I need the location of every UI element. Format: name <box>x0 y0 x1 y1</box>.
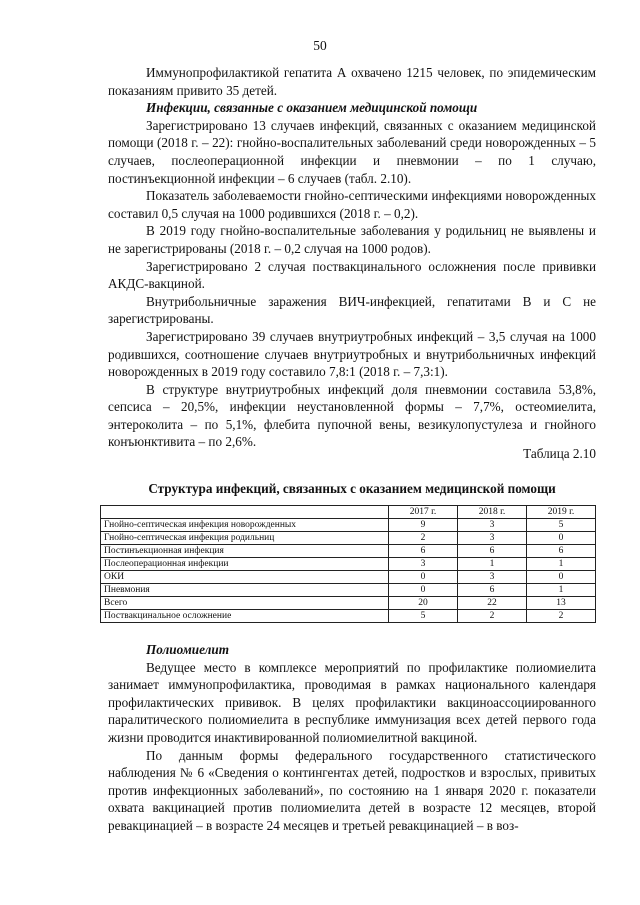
table-cell: 5 <box>527 519 596 532</box>
table-cell: 3 <box>458 571 527 584</box>
row-label: Поствакцинальное осложнение <box>101 610 389 623</box>
row-label: Постинъекционная инфекция <box>101 545 389 558</box>
row-label: Гнойно-септическая инфекция новорожденных <box>101 519 389 532</box>
table-row <box>101 519 596 532</box>
table-cell: 1 <box>527 558 596 571</box>
table-cell: 6 <box>527 545 596 558</box>
table-cell: 2 <box>458 610 527 623</box>
row-label: Пневмония <box>101 584 389 597</box>
infection-structure-table <box>100 505 596 623</box>
table-row <box>101 610 596 623</box>
table-cell: 20 <box>389 597 458 610</box>
header-cell <box>101 506 389 519</box>
table-cell: 3 <box>389 558 458 571</box>
paragraph: Ведущее место в комплексе мероприятий по профилактике полиомиелита занимает иммунопрофилактика, проводимая в рамках национального календаря профилактических прививок. В целях профилактики вакциноассоциированного паралитического полиомиелита в республике иммунизация всех детей первого года жизни проводится инактивированной полиомиелитной вакциной. <box>108 659 596 745</box>
table-cell: 0 <box>389 571 458 584</box>
table-cell: 1 <box>458 558 527 571</box>
table-row <box>101 545 596 558</box>
table-cell: 2 <box>389 532 458 545</box>
paragraph: В 2019 году гнойно-воспалительные заболевания у родильниц не выявлены и не зарегистрированы (2018 г. – 0,2 случая на 1000 родов). <box>108 223 596 256</box>
table-caption: Таблица 2.10 <box>523 446 596 461</box>
table-cell: 3 <box>458 532 527 545</box>
paragraph: Показатель заболеваемости гнойно-септическими инфекциями новорожденных составил 0,5 случая на 1000 родившихся (2018 г. – 0,2). <box>108 188 596 221</box>
table-header-row <box>101 506 596 519</box>
row-label: ОКИ <box>101 571 389 584</box>
header-cell: 2017 г. <box>389 506 458 519</box>
text-block-bottom <box>108 641 596 835</box>
table-row <box>101 558 596 571</box>
table-row <box>101 532 596 545</box>
table-cell: 6 <box>458 545 527 558</box>
paragraph: Внутрибольничные заражения ВИЧ-инфекцией, гепатитами В и С не зарегистрированы. <box>108 293 596 327</box>
table-cell: 1 <box>527 584 596 597</box>
table-cell: 0 <box>527 571 596 584</box>
paragraph: Зарегистрировано 39 случаев внутриутробных инфекций – 3,5 случая на 1000 родившихся, соотношение случаев внутриутробных и внутрибольничных инфекций новорожденных в 2019 году составило 7,8:1 (2018 г. – 7,3:1). <box>108 328 596 380</box>
table-cell: 0 <box>527 532 596 545</box>
table-cell: 6 <box>389 545 458 558</box>
row-label: Послеоперационная инфекции <box>101 558 389 571</box>
row-label: Гнойно-септическая инфекция родильниц <box>101 532 389 545</box>
table-cell: 6 <box>458 584 527 597</box>
paragraph: По данным формы федерального государственного статистического наблюдения № 6 «Сведения о контингентах детей, подростков и взрослых, привитых против инфекционных заболеваний», по состоянию на 1 января 2020 г. показатели охвата вакцинацией против полиомиелита детей в возрасте 12 месяцев, второй ревакцинацией – в возрасте 24 месяцев и третьей ревакцинацией – в воз- <box>108 747 596 833</box>
table-cell: 3 <box>458 519 527 532</box>
paragraph: В структуре внутриутробных инфекций доля пневмонии составила 53,8%, сепсиса – 20,5%, инфекции неустановленной формы – 7,7%, остеомиелита, энтероколита – по 5,1%, флебита пупочной вены, везикулопустулеза и гнойного конъюнктивита – по 2,6%. <box>108 381 596 450</box>
paragraph: Зарегистрировано 13 случаев инфекций, связанных с оказанием медицинской помощи (2018 г. – 22): гнойно-воспалительных заболеваний среди новорожденных – 5 случаев, послеоперационной инфекции и пневмонии – по 1 случаю, постинъекционной инфекции – 6 случаев (табл. 2.10). <box>108 117 596 186</box>
text-block-top <box>108 64 596 451</box>
header-cell: 2018 г. <box>458 506 527 519</box>
table-row <box>101 584 596 597</box>
intro-paragraph: Иммунопрофилактикой гепатита А охвачено 1215 человек, по эпидемическим показаниям привито 35 детей. <box>108 65 596 98</box>
row-label: Всего <box>101 597 389 610</box>
table-cell: 9 <box>389 519 458 532</box>
header-cell: 2019 г. <box>527 506 596 519</box>
table-row <box>101 571 596 584</box>
section-heading-polio: Полиомиелит <box>146 642 229 657</box>
paragraph: Зарегистрировано 2 случая поствакцинального осложнения после прививки АКДС-вакциной. <box>108 258 596 292</box>
page-number: 50 <box>313 38 327 53</box>
table-cell: 13 <box>527 597 596 610</box>
table-cell: 2 <box>527 610 596 623</box>
section-heading-hai: Инфекции, связанные с оказанием медицинской помощи <box>146 100 478 116</box>
table-title: Структура инфекций, связанных с оказанием медицинской помощи <box>148 481 556 496</box>
table-cell: 5 <box>389 610 458 623</box>
table-row-total <box>101 597 596 610</box>
table-cell: 22 <box>458 597 527 610</box>
table-cell: 0 <box>389 584 458 597</box>
